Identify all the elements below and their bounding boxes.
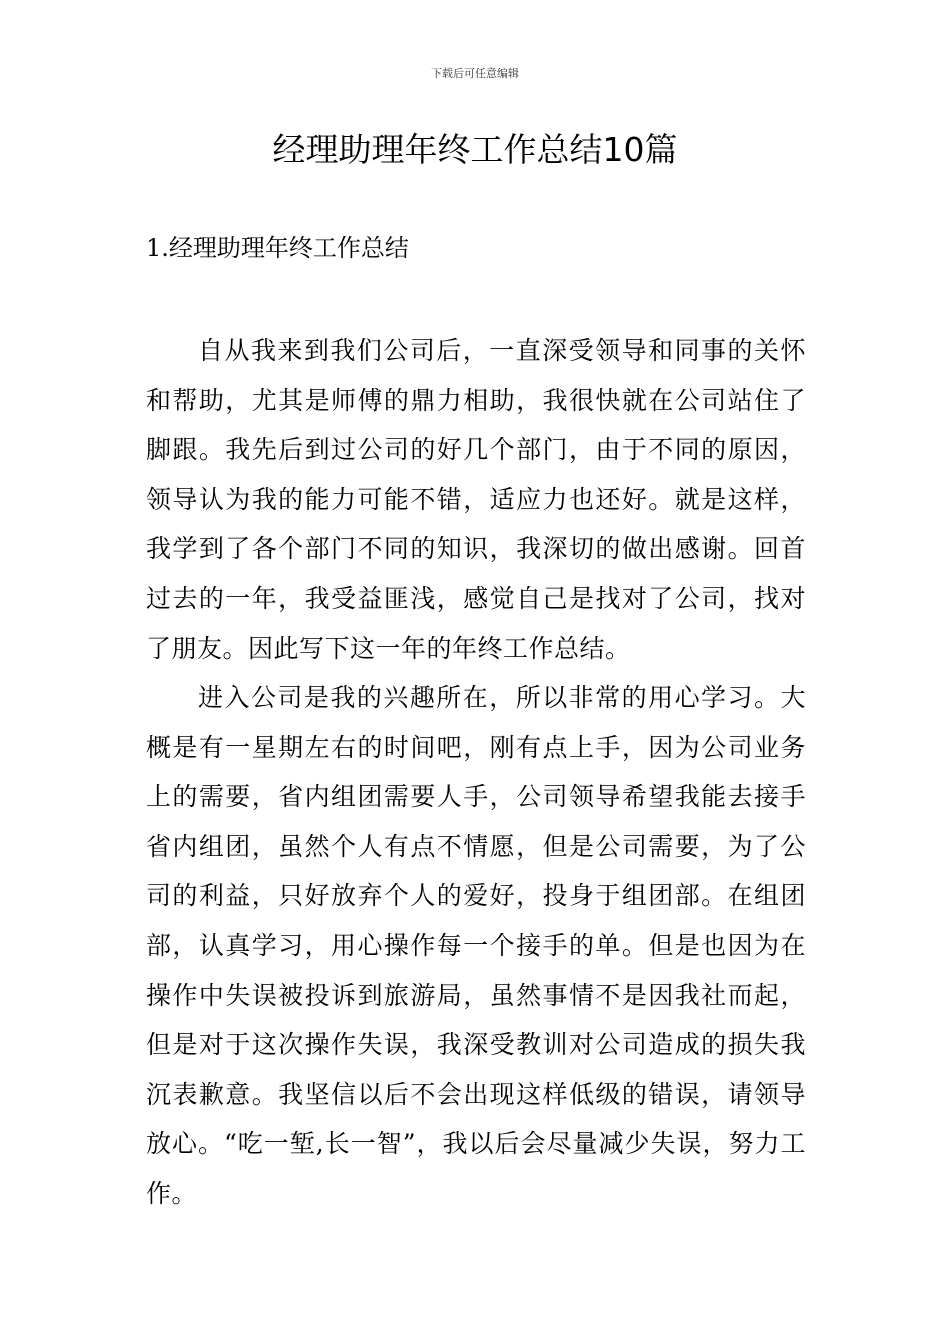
- header-note: 下载后可任意编辑: [431, 67, 519, 80]
- body-paragraph: 进入公司是我的兴趣所在，所以非常的用心学习。大概是有一星期左右的时间吧，刚有点上手，因为公司业务上的需要，省内组团需要人手，公司领导希望我能去接手省内组团，虽然个人有点不情愿，但是公司需要，为了公司的利益，只好放弃个人的爱好，投身于组团部。在组团部，认真学习，用心操作每一个接手的单。但是也因为在操作中失误被投诉到旅游局，虽然事情不是因我社而起，但是对于这次操作失误，我深受教训对公司造成的损失我沉表歉意。我坚信以后不会出现这样低级的错误，请领导放心。“吃一堑,长一智”，我以后会尽量减少失误，努力工作。: [146, 683, 806, 1208]
- document-title: 经理助理年终工作总结10篇: [272, 130, 678, 169]
- section-heading: 1.经理助理年终工作总结: [146, 234, 409, 262]
- body-paragraph: 自从我来到我们公司后，一直深受领导和同事的关怀和帮助，尤其是师傅的鼎力相助，我很快就在公司站住了脚跟。我先后到过公司的好几个部门，由于不同的原因，领导认为我的能力可能不错，适应力也还好。就是这样，我学到了各个部门不同的知识，我深切的做出感谢。回首过去的一年，我受益匪浅，感觉自己是找对了公司，找对了朋友。因此写下这一年的年终工作总结。: [146, 336, 806, 663]
